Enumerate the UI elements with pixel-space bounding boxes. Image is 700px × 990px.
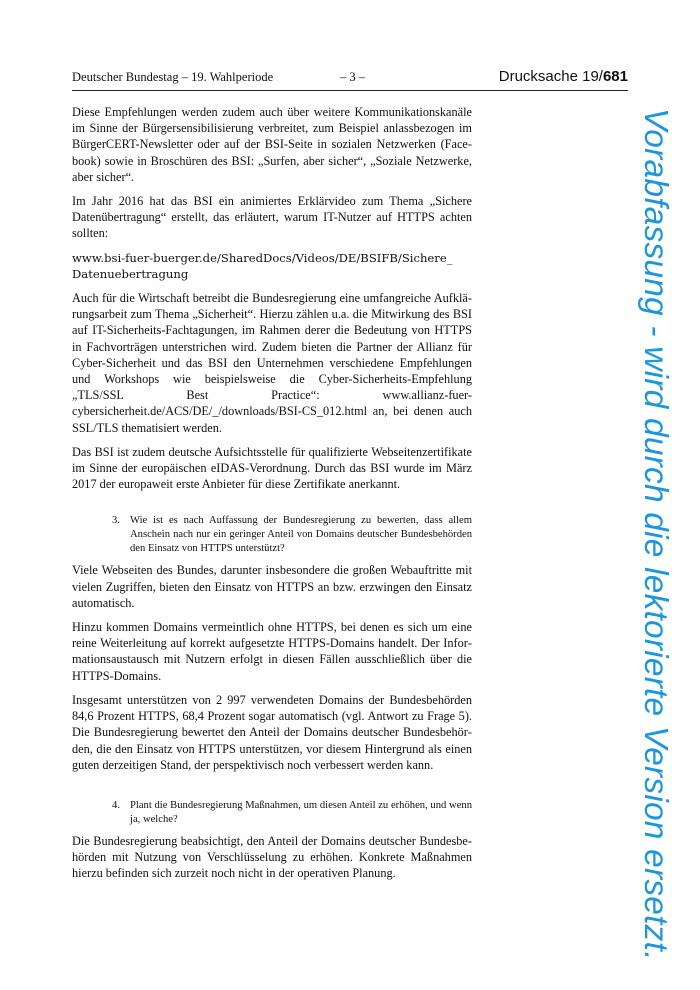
question-text: Plant die Bundesregierung Maßnahmen, um diesen Anteil zu erhöhen, und wenn ja, welche?	[130, 799, 472, 825]
video-url-line-1: www.bsi-fuer-buerger.de/SharedDocs/Videos/DE/BSIFB/Sichere_	[72, 250, 453, 265]
paragraph: Das BSI ist zudem deutsche Aufsichtsstelle für qualifizierte Webseitenzertifikate im Sinne der europäischen eIDAS-Verordnung. Durch das BSI wurde im März 2017 der europaweit erste Anbieter für diese Zertifikate anerkannt.	[72, 444, 472, 492]
document-number	[499, 68, 628, 85]
draft-watermark-text: Vorabfassung - wird durch die lektorierte Version ersetzt.	[637, 108, 674, 961]
paragraph: Diese Empfehlungen werden zudem auch über weitere Kommunikationskanäle im Sinne der Bürgersensibilisierung verbreitet, zum Beispiel anlassbezogen im BürgerCERT-Newsletter oder auf der BSI-Seite in sozialen Netzwerken (Facebook) sowie in Broschüren des BSI: „Surfen, aber sicher“, „Soziale Netzwerke, aber sicher“.	[72, 105, 472, 184]
document-body	[72, 104, 472, 890]
page-header	[72, 68, 628, 91]
document-number-value: 681	[602, 68, 628, 85]
header-parliament: Deutscher Bundestag – 19. Wahlperiode	[72, 70, 274, 84]
paragraph: Viele Webseiten des Bundes, darunter insbesondere die großen Webauftritte mit vielen Zugriffen, bieten den Einsatz von HTTPS an bzw. erzwingen den Einsatz automatisch.	[72, 563, 472, 610]
question-4	[72, 799, 472, 827]
question-text: Wie ist es nach Auffassung der Bundesregierung zu bewerten, dass allem Anschein nach nur ein geringer Anteil von Domains deutscher Bundesbehörden den Einsatz von HTTPS unterstützt?	[130, 515, 472, 555]
video-url-line-2: Datenuebertragung	[72, 266, 189, 281]
video-url	[72, 250, 472, 282]
paragraph: Insgesamt unterstützen von 2 997 verwendeten Domains der Bundesbehörden 84,6 Prozent HTTPS, 68,4 Prozent sogar automatisch (vgl. Antwort zu Frage 5). Die Bundesregierung bewertet den Anteil der Domains deutscher Bundesbehörden, die den Einsatz von HTTPS unterstützen, vor diesem Hintergrund als einen guten derzeitigen Stand, der perspektivisch noch verbessert werden kann.	[72, 692, 472, 772]
page-number: – 3 –	[340, 70, 365, 84]
paragraph: Die Bundesregierung beabsichtigt, den Anteil der Domains deutscher Bundesbehörden mit Nutzung von Verschlüsselung zu erhöhen. Konkrete Maßnahmen hierzu befinden sich zurzeit noch nicht in der operativen Planung.	[72, 833, 472, 881]
question-3	[72, 514, 472, 556]
draft-watermark	[624, 108, 674, 961]
question-number: 3.	[112, 515, 120, 527]
paragraph: Im Jahr 2016 hat das BSI ein animiertes Erklärvideo zum Thema „Sichere Datenübertragung“ erstellt, das erläutert, warum IT-Nutzer auf HTTPS achten sollten:	[72, 194, 472, 241]
document-number-label: Drucksache 19/	[498, 68, 603, 85]
paragraph: Hinzu kommen Domains vermeintlich ohne HTTPS, bei denen es sich um eine reine Weiterleitung auf korrekt aufgesetzte HTTPS-Domains handelt. Der Informationsaustausch mit Nutzern erfolgt in diesen Fällen ausschließlich über die HTTPS-Domains.	[72, 620, 472, 683]
paragraph: Auch für die Wirtschaft betreibt die Bundesregierung eine umfangreiche Aufklärungsarbeit zum Thema „Sicherheit“. Hierzu zählen u.a. die Mitwirkung des BSI auf IT-Sicherheits-Fachtagungen, im Rahmen derer die Bedeutung von HTTPS in Fachvorträgen unterstrichen wird. Zudem bieten die Partner der Allianz für Cyber-Sicherheit und das BSI den Unternehmen verschiedene Empfehlungen und Workshops wie beispielsweise die Cyber-Sicherheits-Empfehlung „TLS/SSL Best Practice“: www.allianz-fuer-cybersicherheit.de/ACS/DE/_/downloads/BSI-CS_012.html an, bei denen auch SSL/TLS thematisiert werden.	[72, 291, 472, 435]
question-number: 4.	[112, 799, 120, 811]
